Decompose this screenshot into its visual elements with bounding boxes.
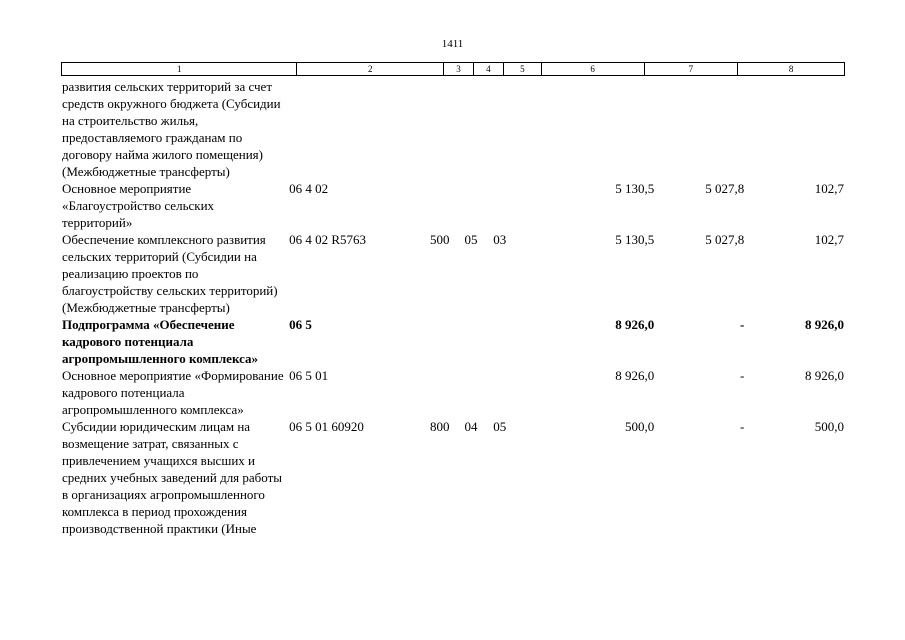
header-col-7: 7 bbox=[645, 63, 739, 75]
row-csr: 06 5 bbox=[289, 317, 312, 332]
row-csr: 06 5 01 bbox=[289, 368, 329, 383]
row-csr: 06 4 02 bbox=[289, 181, 329, 196]
page-number: 1411 bbox=[441, 38, 464, 50]
table-header bbox=[61, 62, 845, 76]
row-name: Субсидии юридическим лицам на возмещение затрат, связанных с привлечением учащихся высших и средних учебных заведений для работы в организациях агропромышленного комплекса в период прохождения производственной практики (Иные bbox=[62, 419, 283, 536]
row-pr bbox=[493, 78, 522, 180]
table-row bbox=[61, 418, 845, 537]
row-name: Основное мероприятие «Формирование кадрового потенциала агропромышленного комплекса» bbox=[62, 368, 284, 417]
table-row bbox=[61, 231, 845, 316]
header-col-6: 6 bbox=[542, 63, 645, 75]
row-vr: 800 bbox=[430, 419, 450, 434]
row-vr bbox=[428, 180, 464, 231]
row-col7: - bbox=[739, 317, 745, 332]
row-vr: 500 bbox=[430, 232, 450, 247]
table-row bbox=[61, 78, 845, 180]
row-col8: 102,7 bbox=[814, 181, 844, 196]
row-name: Подпрограмма «Обеспечение кадрового потенциала агропромышленного комплекса» bbox=[62, 317, 259, 366]
row-col7: - bbox=[739, 368, 745, 383]
header-col-2: 2 bbox=[297, 63, 444, 75]
row-col8: 8 926,0 bbox=[804, 368, 844, 383]
row-vr bbox=[428, 78, 464, 180]
row-total: 5 130,5 bbox=[615, 181, 655, 196]
row-rz: 04 bbox=[464, 419, 478, 434]
table-row bbox=[61, 367, 845, 418]
header-col-1: 1 bbox=[62, 63, 297, 75]
row-name: Основное мероприятие «Благоустройство сельских территорий» bbox=[62, 181, 215, 230]
row-col8: 500,0 bbox=[814, 419, 844, 434]
row-vr bbox=[428, 316, 464, 367]
table-body bbox=[61, 78, 845, 537]
row-pr: 03 bbox=[493, 232, 507, 247]
row-csr: 06 4 02 R5763 bbox=[289, 232, 367, 247]
row-rz bbox=[465, 367, 494, 418]
row-name: Обеспечение комплексного развития сельских территорий (Субсидии на реализацию проектов по благоустройству сельских территорий) (Межбюджетные трансферты) bbox=[62, 232, 278, 315]
row-name: развития сельских территорий за счет средств окружного бюджета (Субсидии на строительство жилья, предоставляемого гражданам по договору найма жилого помещения) (Межбюджетные трансферты) bbox=[62, 79, 281, 179]
row-rz bbox=[465, 78, 494, 180]
row-col7: 5 027,8 bbox=[705, 232, 745, 247]
row-total: 8 926,0 bbox=[615, 317, 655, 332]
row-col8: 102,7 bbox=[814, 232, 844, 247]
row-pr bbox=[493, 316, 522, 367]
row-col7 bbox=[655, 78, 745, 180]
row-pr bbox=[493, 367, 522, 418]
header-col-4: 4 bbox=[474, 63, 504, 75]
header-col-5: 5 bbox=[504, 63, 542, 75]
table-row bbox=[61, 180, 845, 231]
row-total bbox=[522, 78, 655, 180]
row-csr bbox=[287, 78, 428, 180]
row-rz bbox=[465, 180, 494, 231]
table-row-subprogram bbox=[61, 316, 845, 367]
row-vr bbox=[428, 367, 464, 418]
header-col-3: 3 bbox=[444, 63, 474, 75]
row-total: 500,0 bbox=[624, 419, 655, 434]
row-col8 bbox=[745, 78, 845, 180]
header-col-8: 8 bbox=[788, 64, 794, 74]
row-col7: - bbox=[739, 419, 745, 434]
row-col7: 5 027,8 bbox=[705, 181, 745, 196]
row-col8: 8 926,0 bbox=[804, 317, 844, 332]
row-total: 8 926,0 bbox=[615, 368, 655, 383]
row-rz: 05 bbox=[464, 232, 478, 247]
row-csr: 06 5 01 60920 bbox=[289, 419, 364, 434]
row-pr: 05 bbox=[493, 419, 507, 434]
row-rz bbox=[465, 316, 494, 367]
row-total: 5 130,5 bbox=[615, 232, 655, 247]
row-pr bbox=[493, 180, 522, 231]
